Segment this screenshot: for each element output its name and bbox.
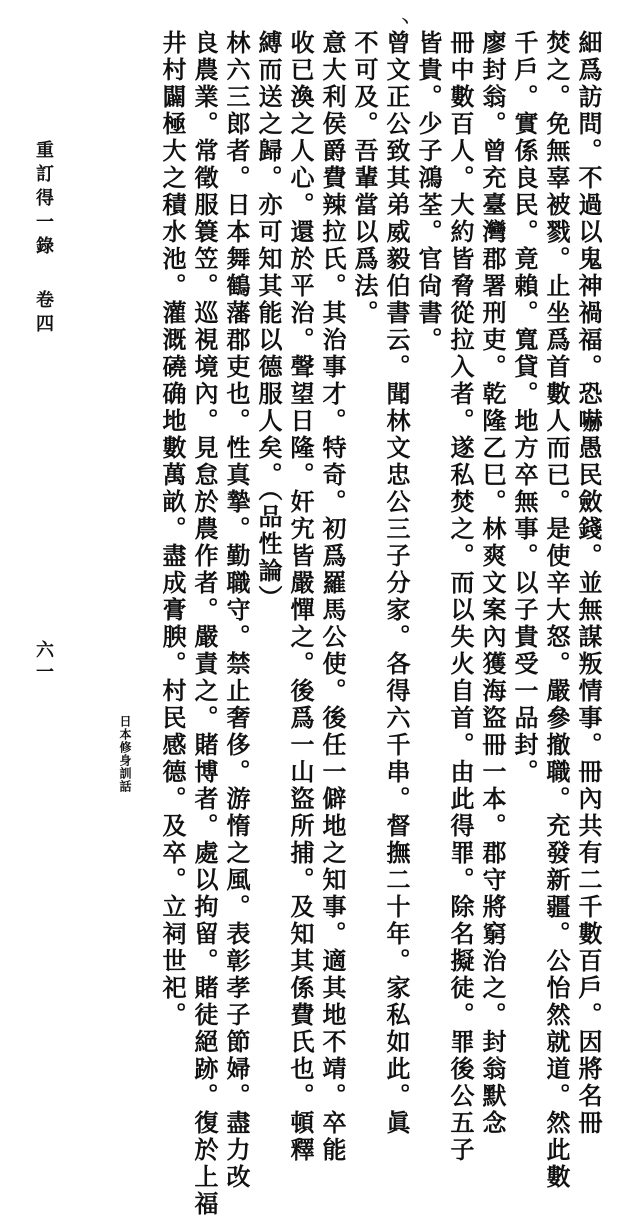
text-column-2: 焚之。免無辜被戮。止坐爲首數人而已。是使辛大怒。嚴參撤職。充發新疆。公怡然就道。然此數 [542, 30, 571, 1191]
text-column-3: 千戶。實係良民。竟賴。寬貸。地方卒無事。以子貴受一品封。 [510, 30, 539, 786]
text-column-11: 縛而送之歸。亦可知其能以德服人矣。（品性論） [254, 30, 283, 612]
page-number: 六一 [33, 640, 54, 684]
text-column-14: 井村闢極大之積水池。灌溉磽确地數萬畝。盡成膏腴。村民感德。及卒。立祠世祀。 [158, 30, 187, 1029]
text-column-6: 皆貴。少子鴻荃。官尙書。 [414, 30, 443, 354]
text-column-7: 曾文正公致其弟威毅伯書云。聞林文忠公三子分家。各得六千串。督撫二十年。家私如此。眞 [382, 30, 411, 1137]
text-column-13: 良農業。常徵服簑笠。巡視境內。見怠於農作者。嚴責之。賭博者。處以拘留。賭徒絕跡。復於上福 [190, 30, 219, 1218]
text-column-5: 冊中數百人。大約皆脅從拉入者。遂私焚之。而以失火自首。由此得罪。除名擬徒。罪後公五子 [446, 30, 475, 1164]
text-column-9: 意大利侯爵費辣拉氏。其治事才。特奇。初爲羅馬公使。後任一僻地之知事。適其地不靖。卒能 [318, 30, 347, 1164]
decorative-mark: 丶 [398, 15, 412, 31]
text-column-1: 細爲訪問。不過以鬼神禍福。恐嚇愚民斂錢。並無謀叛情事。冊內共有二千數百戶。因將名冊 [574, 30, 603, 1137]
volume-label: 卷四 [33, 290, 54, 338]
text-column-4: 廖封翁。曾充臺灣郡署刑吏。乾隆乙巳。林爽文案內獲海盜冊一本。郡守將窮治之。封翁默念 [478, 30, 507, 1137]
book-title: 重訂得一錄 [33, 140, 54, 260]
text-column-12: 林六三郎者。日本舞鶴藩郡吏也。性真摯。勤職守。禁止奢侈。游惰之風。表彰孝子節婦。盡力改 [222, 30, 251, 1191]
text-column-8: 不可及。吾輩當以爲法。 [350, 30, 379, 327]
text-column-10: 收已渙之人心。還於平治。聲望日隆。奸宄皆嚴憚之。後爲一山盜所捕。及知其係費氏也。頓釋 [286, 30, 315, 1164]
source-note: 日本修身訓話 [118, 715, 132, 793]
